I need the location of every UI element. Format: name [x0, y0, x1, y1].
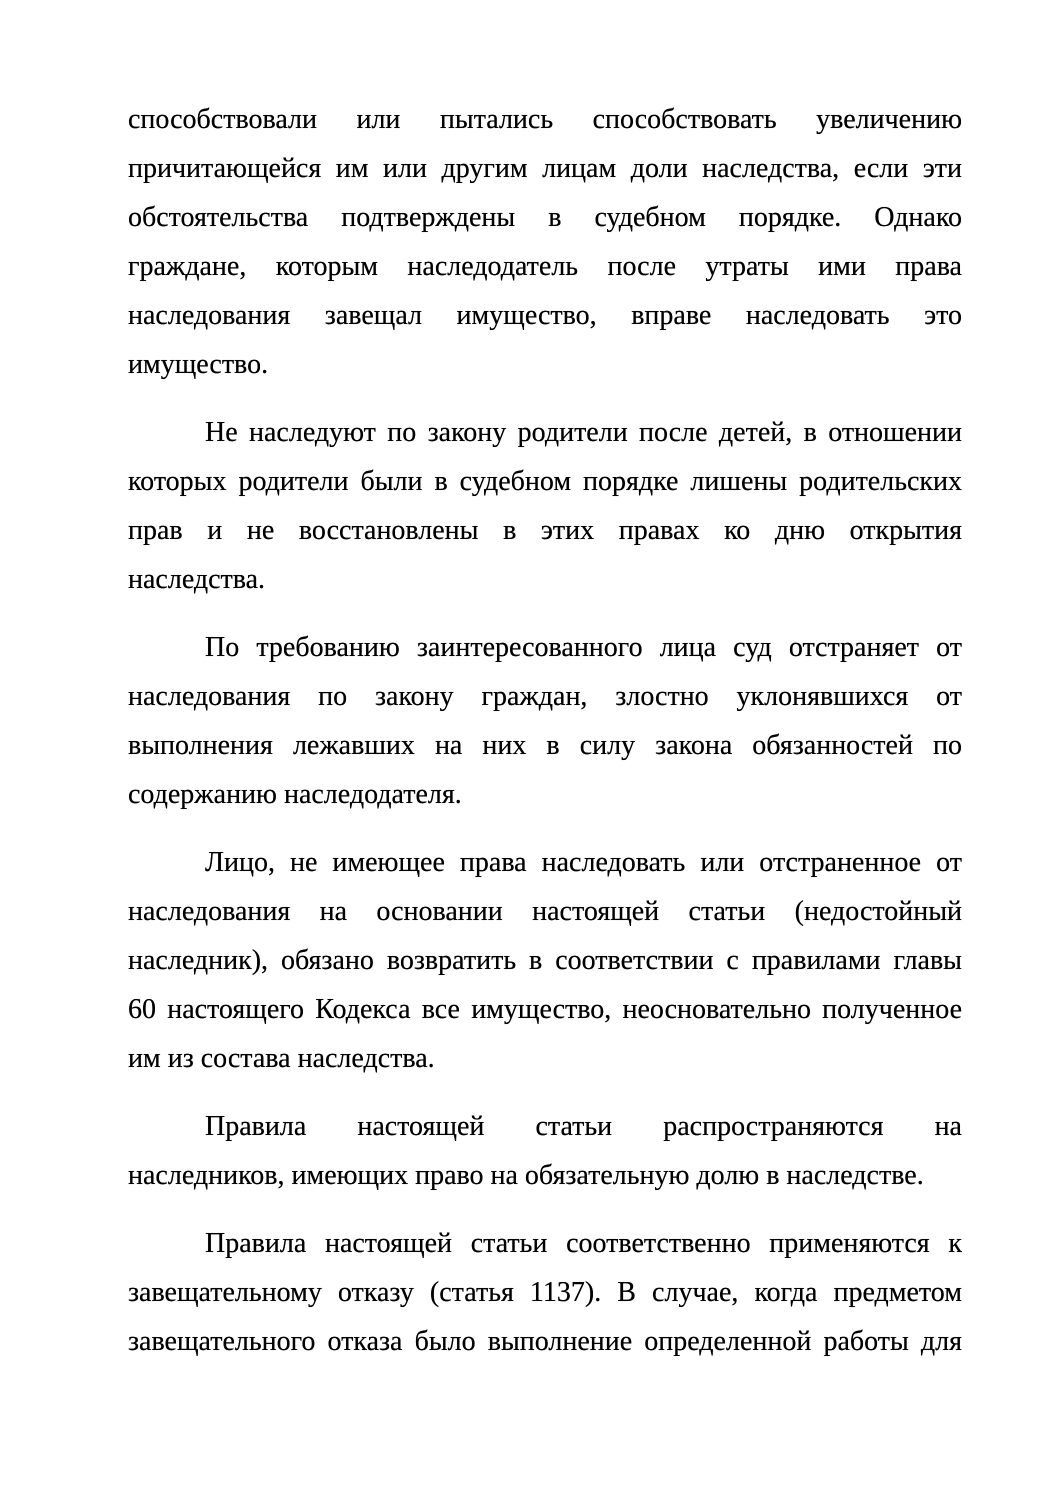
text-line: им из состава наследства. [128, 1043, 435, 1074]
text-line: прав и не восстановлены в этих правах ко дню открытия [128, 515, 962, 546]
text-line: наследства. [128, 564, 266, 595]
paragraph [128, 408, 962, 604]
text-line: Правила настоящей статьи соответственно применяются к [205, 1228, 962, 1259]
paragraph [128, 1102, 962, 1200]
paragraph [128, 838, 962, 1083]
text-line: По требованию заинтересованного лица суд отстраняет от [205, 632, 962, 663]
text-line: наследования по закону граждан, злостно уклонявшихся от [128, 681, 962, 712]
text-line: наследник), обязано возвратить в соответствии с правилами главы [128, 945, 962, 976]
text-line: обстоятельства подтверждены в судебном порядке. Однако [128, 202, 962, 233]
text-line: Лицо, не имеющее права наследовать или отстраненное от [205, 847, 962, 878]
text-line: имущество. [128, 349, 269, 380]
paragraph [128, 95, 962, 389]
text-line: которых родители были в судебном порядке лишены родительских [128, 466, 962, 497]
document-text [128, 95, 962, 1366]
text-line: наследования завещал имущество, вправе наследовать это [128, 300, 962, 331]
text-line: способствовали или пытались способствовать увеличению [128, 104, 962, 135]
text-line: содержанию наследодателя. [128, 779, 462, 810]
text-line: граждане, которым наследодатель после утраты ими права [128, 251, 962, 282]
text-line: завещательному отказу (статья 1137). В случае, когда предметом [128, 1277, 962, 1308]
text-line: Не наследуют по закону родители после детей, в отношении [205, 417, 962, 448]
text-line: Правила настоящей статьи распространяются на [205, 1111, 962, 1142]
paragraph [128, 1219, 962, 1366]
text-line: завещательного отказа было выполнение определенной работы для [128, 1326, 962, 1357]
text-line: выполнения лежавших на них в силу закона обязанностей по [128, 730, 962, 761]
text-line: наследования на основании настоящей статьи (недостойный [128, 896, 962, 927]
paragraph [128, 623, 962, 819]
text-line: наследников, имеющих право на обязательную долю в наследстве. [128, 1160, 924, 1191]
text-line: причитающейся им или другим лицам доли наследства, если эти [128, 153, 962, 184]
text-line: 60 настоящего Кодекса все имущество, неосновательно полученное [128, 994, 962, 1025]
